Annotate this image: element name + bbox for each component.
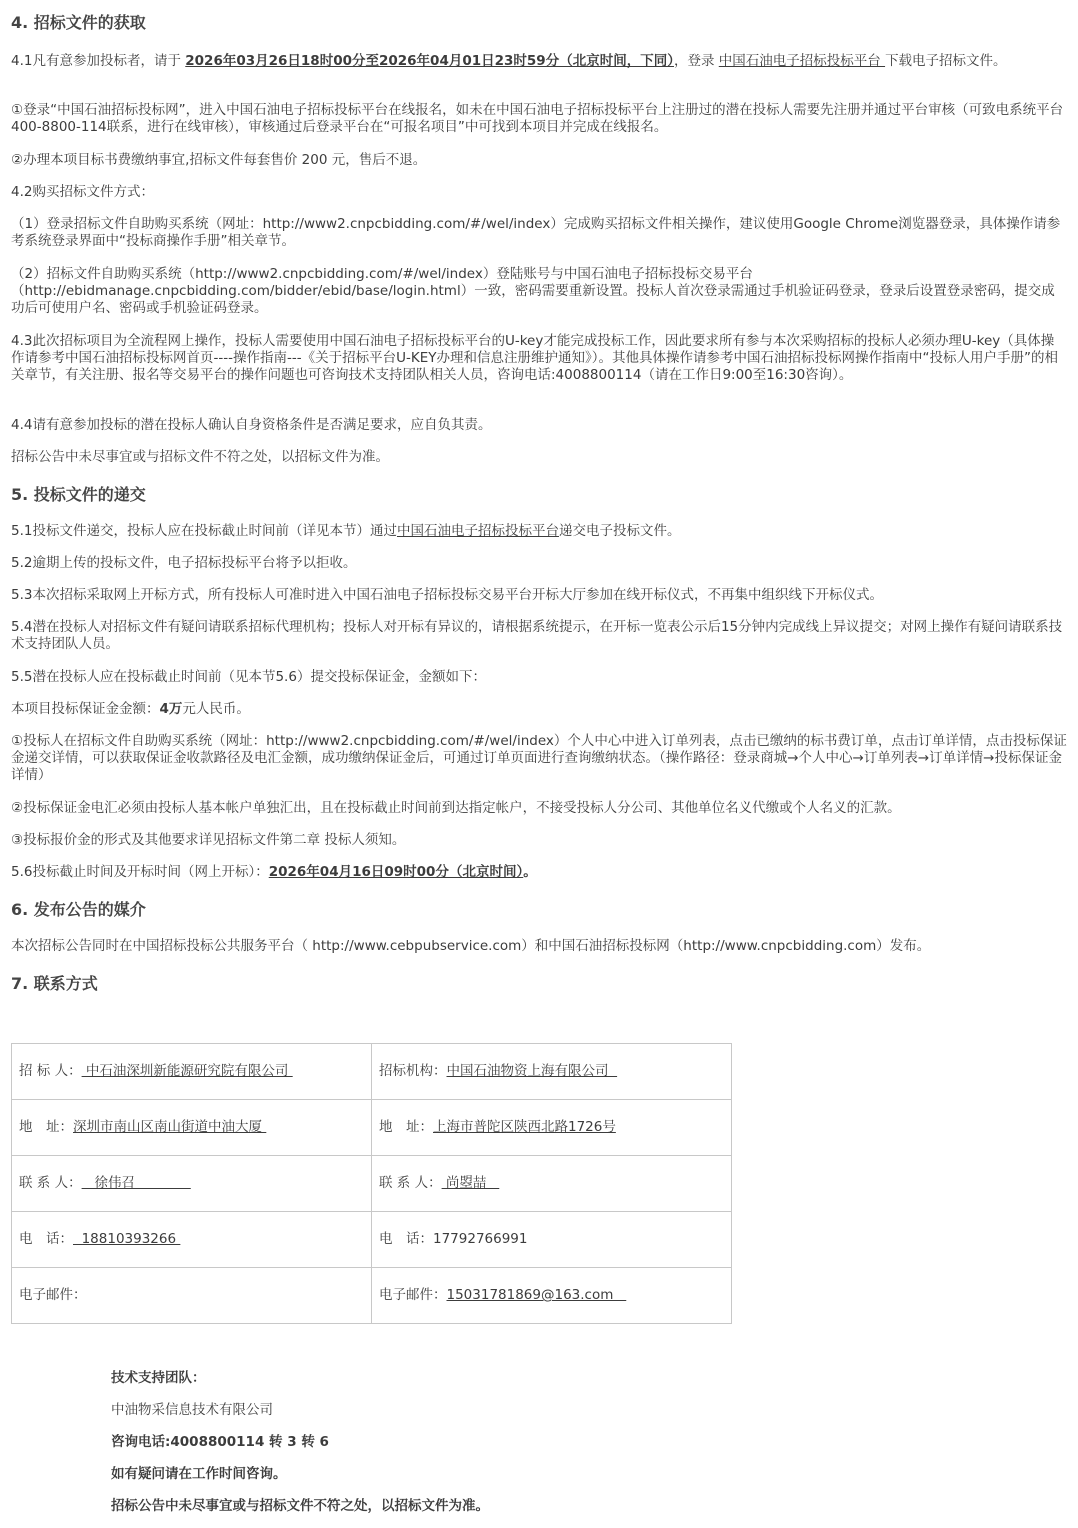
support-hours: 如有疑问请在工作时间咨询。 — [111, 1466, 287, 1482]
deadline-time: 2026年04月16日09时00分（北京时间） — [268, 864, 524, 880]
text: 5.1投标文件递交，投标人应在投标截止时间前（详见本节）通过 — [11, 523, 397, 539]
paragraph-fee: ②办理本项目标书费缴纳事宜,招标文件每套售价 200 元，售后不退。 — [11, 152, 427, 168]
contact-label: 电 话： — [19, 1231, 73, 1247]
paragraph-4-2: 4.2购买招标文件方式： — [11, 184, 154, 200]
text: ，登录 — [673, 53, 719, 69]
contact-value: 17792766991 — [433, 1231, 528, 1247]
text: 5.6投标截止时间及开标时间（网上开标）： — [11, 864, 269, 880]
contact-label: 地 址： — [19, 1119, 73, 1135]
contact-label: 电子邮件： — [19, 1287, 87, 1303]
tenderer-cell — [12, 1100, 372, 1156]
text: 。 — [523, 864, 537, 880]
contact-value: 深圳市南山区南山街道中油大厦 — [73, 1119, 267, 1135]
paragraph-5-5: 5.5潜在投标人应在投标截止时间前（见本节5.6）提交投标保证金，金额如下： — [11, 669, 486, 685]
text: 4.1凡有意参加投标者，请于 — [11, 53, 186, 69]
contact-value: 上海市普陀区陕西北路1726号 — [433, 1119, 616, 1135]
contact-label: 电 话： — [379, 1231, 433, 1247]
paragraph-5-1 — [11, 523, 1067, 540]
tech-support — [111, 1368, 811, 1528]
contact-value: 徐伟召 — [81, 1175, 191, 1191]
contact-label: 联 系 人： — [379, 1175, 442, 1191]
contact-value: 尚曌喆 — [441, 1175, 500, 1191]
contact-row — [12, 1156, 732, 1212]
contact-table — [11, 1043, 732, 1324]
paragraph-note: 招标公告中未尽事宜或与招标文件不符之处，以招标文件为准。 — [11, 449, 389, 465]
contact-row — [12, 1268, 732, 1324]
registration-period: 2026年03月26日18时00分至2026年04月01日23时59分（北京时间，下同） — [185, 53, 674, 69]
agency-cell — [372, 1156, 732, 1212]
contact-label: 地 址： — [379, 1119, 433, 1135]
contact-label: 联 系 人： — [19, 1175, 82, 1191]
paragraph-5-2: 5.2逾期上传的投标文件，电子招标投标平台将予以拒收。 — [11, 555, 357, 571]
support-phone: 咨询电话:4008800114 转 3 转 6 — [111, 1434, 329, 1450]
tenderer-cell — [12, 1268, 372, 1324]
support-note: 招标公告中未尽事宜或与招标文件不符之处，以招标文件为准。 — [111, 1498, 489, 1514]
paragraph-5-5-2: ②投标保证金电汇必须由投标人基本帐户单独汇出，且在投标截止时间前到达指定帐户，不接受投标人分公司、其他单位名义代缴或个人名义的汇款。 — [11, 800, 901, 816]
paragraph-4-1 — [11, 53, 1067, 70]
text: 递交电子投标文件。 — [558, 523, 681, 539]
paragraph-4-3: 4.3此次招标项目为全流程网上操作，投标人需要使用中国石油电子招标投标平台的U-key才能完成投标工作，因此要求所有参与本次采购招标的投标人必须办理U-key（具体操作请参考中国石油招标投标网首页----操作指南---《关于招标平台U-KEY办理和信息注册维护通知》）。其他具体操作请参考中国石油招标投标网操作指南中“投标人用户手册”的相关章节，有关注册、报名等交易平台的操作问题也可咨询技术支持团队相关人员，咨询电话:4008800114（请在工作日9:00至16:30咨询）。 — [11, 333, 1058, 383]
text: 本项目投标保证金金额： — [11, 701, 160, 717]
contact-value: 中国石油物资上海有限公司 — [446, 1063, 618, 1079]
contact-table-body — [12, 1044, 732, 1324]
contact-label: 招 标 人： — [19, 1063, 82, 1079]
contact-row — [12, 1100, 732, 1156]
agency-cell — [372, 1100, 732, 1156]
deposit-amount — [11, 701, 1067, 718]
section-4-title: 4. 招标文件的获取 — [11, 13, 146, 32]
paragraph-5-5-3: ③投标报价金的形式及其他要求详见招标文件第二章 投标人须知。 — [11, 832, 406, 848]
text: 下载电子招标文件。 — [885, 53, 1007, 69]
agency-cell — [372, 1268, 732, 1324]
section-5-title: 5. 投标文件的递交 — [11, 485, 146, 504]
paragraph-4-2-1: （1）登录招标文件自助购买系统（网址：http://www2.cnpcbidding.com/#/wel/index）完成购买招标文件相关操作，建议使用Google Chrome浏览器登录，具体操作请参考系统登录界面中“投标商操作手册”相关章节。 — [11, 216, 1061, 249]
paragraph-5-5-1: ①投标人在招标文件自助购买系统（网址：http://www2.cnpcbidding.com/#/wel/index）个人中心中进入订单列表，点击已缴纳的标书费订单，点击订单详情，点击投标保证金递交详情，可以获取保证金收款路径及电汇金额，成功缴纳保证金后，可通过订单页面进行查询缴纳状态。（操作路径：登录商城→个人中心→订单列表→订单详情→投标保证金详情） — [11, 733, 1067, 783]
paragraph-4-4: 4.4请有意参加投标的潜在投标人确认自身资格条件是否满足要求，应自负其责。 — [11, 417, 492, 433]
contact-value: 18810393266 — [73, 1231, 181, 1247]
agency-cell — [372, 1212, 732, 1268]
paragraph-4-2-2: （2）招标文件自助购买系统（http://www2.cnpcbidding.com/#/wel/index）登陆账号与中国石油电子招标投标交易平台（http://ebidmanage.cnpcbidding.com/bidder/ebid/base/login.html）一致，密码需要重新设置。投标人首次登录需通过手机验证码登录，登录后设置登录密码，提交成功后可使用户名、密码或手机验证码登录。 — [11, 266, 1055, 316]
section-7-title: 7. 联系方式 — [11, 974, 98, 993]
tenderer-cell — [12, 1212, 372, 1268]
paragraph-5-6 — [11, 864, 1067, 881]
tenderer-cell — [12, 1156, 372, 1212]
contact-row — [12, 1212, 732, 1268]
text: 元人民币。 — [182, 701, 250, 717]
contact-row — [12, 1044, 732, 1100]
paragraph-media: 本次招标公告同时在中国招标投标公共服务平台（ http://www.cebpubservice.com）和中国石油招标投标网（http://www.cnpcbidding.com）发布。 — [11, 938, 931, 954]
paragraph-registration: ①登录“中国石油招标投标网”，进入中国石油电子招标投标平台在线报名，如未在中国石油电子招标投标平台上注册过的潜在投标人需要先注册并通过平台审核（可致电系统平台400-8800-114联系，进行在线审核），审核通过后登录平台在“可报名项目”中可找到本项目并完成在线报名。 — [11, 102, 1064, 135]
contact-value: 中石油深圳新能源研究院有限公司 — [81, 1063, 293, 1079]
support-title: 技术支持团队： — [111, 1370, 206, 1386]
agency-cell — [372, 1044, 732, 1100]
paragraph-5-3: 5.3本次招标采取网上开标方式，所有投标人可准时进入中国石油电子招标投标交易平台开标大厅参加在线开标仪式，不再集中组织线下开标仪式。 — [11, 587, 883, 603]
deposit-value: 4万 — [159, 701, 183, 717]
platform-link[interactable]: 中国石油电子招标投标平台 — [396, 523, 559, 539]
section-6-title: 6. 发布公告的媒介 — [11, 900, 146, 919]
contact-value: 15031781869@163.com — [446, 1287, 627, 1303]
tenderer-cell — [12, 1044, 372, 1100]
support-company: 中油物采信息技术有限公司 — [111, 1402, 273, 1418]
contact-label: 电子邮件： — [379, 1287, 447, 1303]
platform-link[interactable]: 中国石油电子招标投标平台 — [718, 53, 886, 69]
paragraph-5-4: 5.4潜在投标人对招标文件有疑问请联系招标代理机构；投标人对开标有异议的，请根据系统提示，在开标一览表公示后15分钟内完成线上异议提交；对网上操作有疑问请联系技术支持团队人员。 — [11, 619, 1063, 652]
contact-label: 招标机构： — [379, 1063, 447, 1079]
